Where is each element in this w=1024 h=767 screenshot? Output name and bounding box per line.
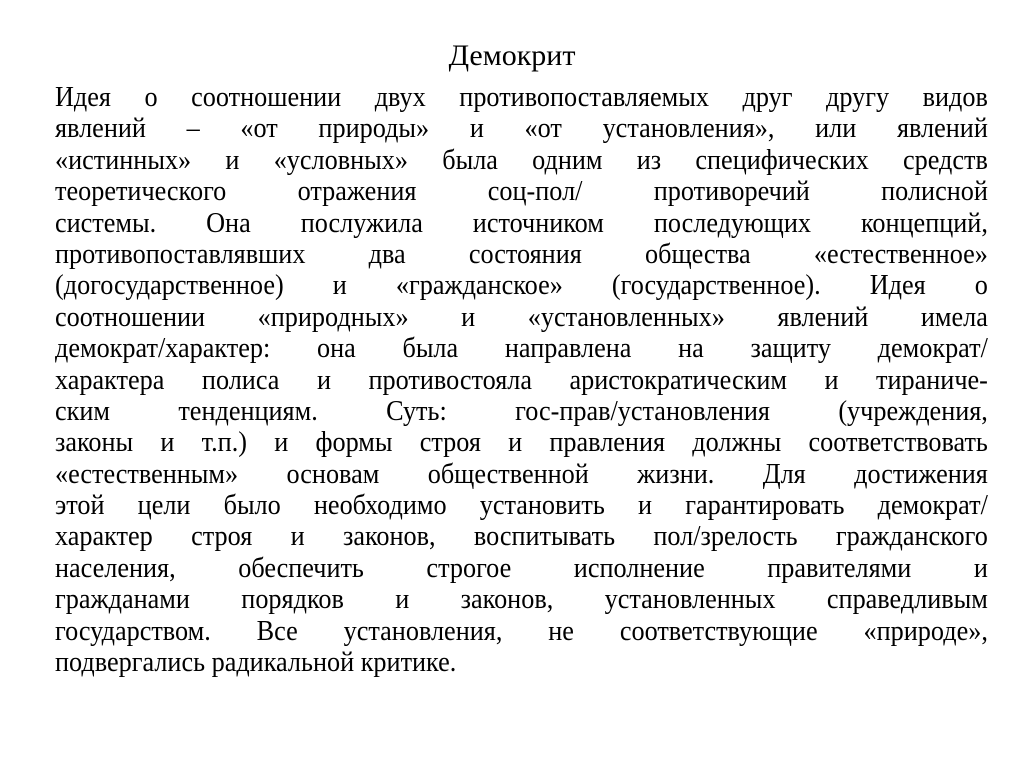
body-line: явлений – «от природы» и «от установления», или явлений [55,113,988,145]
body-line: гражданами порядков и законов, установленных справедливым [55,584,988,616]
body-line: населения, обеспечить строгое исполнение правителями и [55,552,988,584]
body-line: ским тенденциям. Суть: гос-прав/установления (учреждения, [55,395,988,427]
body-line: этой цели было необходимо установить и гарантировать демократ/ [55,490,988,522]
body-line: законы и т.п.) и формы строя и правления должны соответствовать [55,427,988,459]
body-line: характер строя и законов, воспитывать пол/зрелость гражданского [55,521,988,553]
body-line: теоретического отражения соц-пол/ противоречий полисной [55,176,988,208]
body-line: «естественным» основам общественной жизни. Для достижения [55,458,988,490]
body-line: Идея о соотношении двух противопоставляемых друг другу видов [55,82,988,113]
body-line: характера полиса и противостояла аристократическим и тираниче- [55,364,988,396]
body-line: соотношении «природных» и «установленных» явлений имела [55,301,988,333]
body-line: «истинных» и «условных» была одним из специфических средств [55,144,988,176]
body-line: демократ/характер: она была направлена на защиту демократ/ [55,333,988,365]
body-line: подвергались радикальной критике. [55,647,457,679]
body-line: системы. Она послужила источником последующих концепций, [55,207,988,239]
body-line: государством. Все установления, не соответствующие «природе», [55,615,988,647]
body-line: (догосударственное) и «гражданское» (государственное). Идея о [55,270,988,302]
slide-title: Демокрит [448,39,576,72]
slide-body-paragraph [55,82,988,678]
body-line: противопоставлявших два состояния общества «естественное» [55,238,988,270]
